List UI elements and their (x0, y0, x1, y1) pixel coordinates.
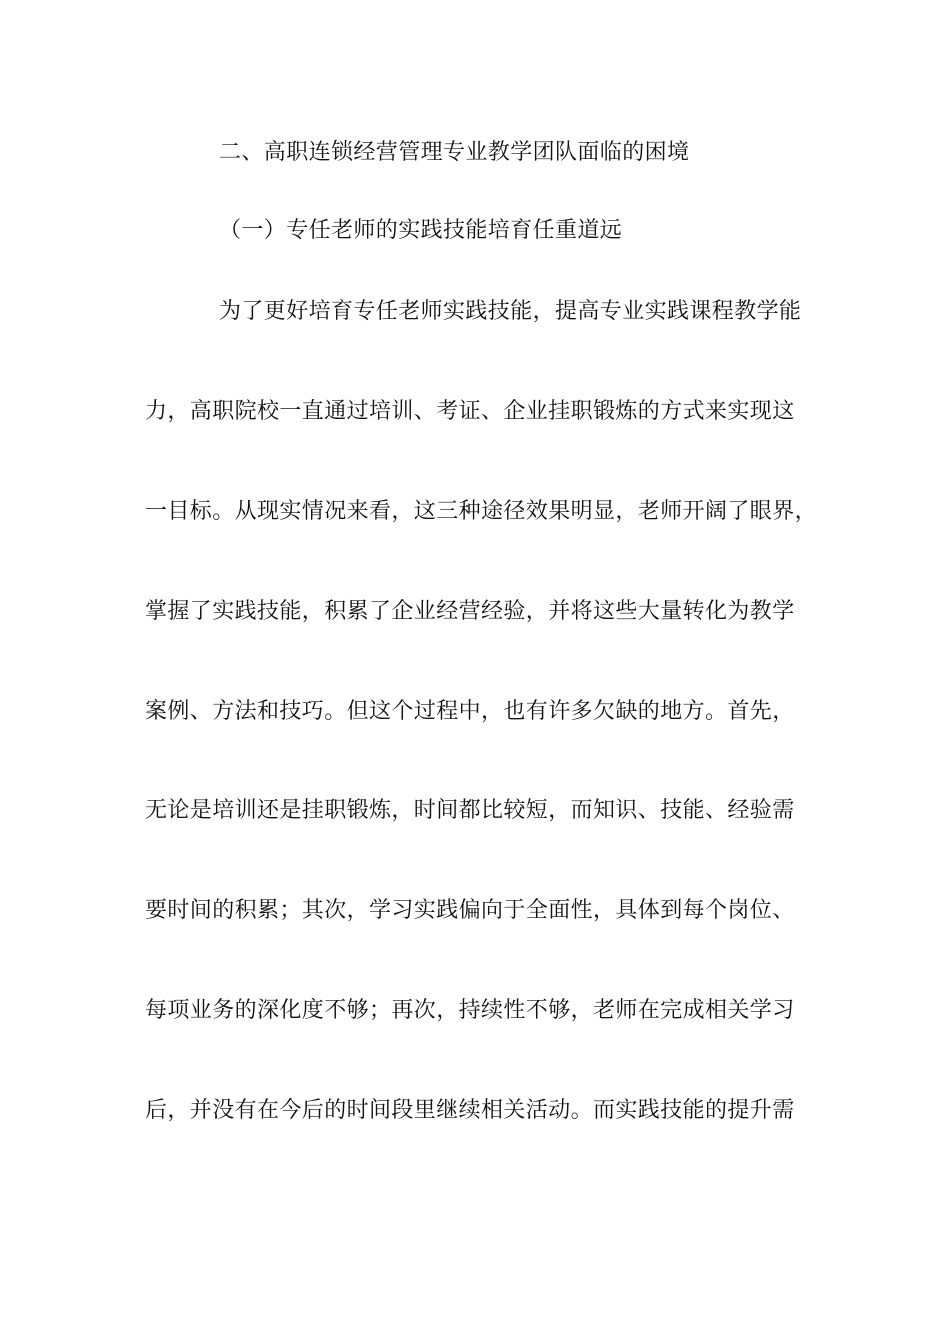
paragraph-line: 要时间的积累；其次，学习实践偏向于全面性，具体到每个岗位、 (145, 898, 795, 923)
paragraph-line: 为了更好培育专任老师实践技能，提高专业实践课程教学能 (219, 299, 802, 324)
paragraph-line: 掌握了实践技能，积累了企业经营经验，并将这些大量转化为教学 (145, 599, 795, 624)
paragraph-line: 后，并没有在今后的时间段里继续相关活动。而实践技能的提升需 (145, 1098, 795, 1123)
paragraph-line: 一目标。从现实情况来看，这三种途径效果明显，老师开阔了眼界， (145, 499, 818, 524)
subsection-heading: （一）专任老师的实践技能培育任重道远 (219, 218, 623, 243)
section-heading: 二、高职连锁经营管理专业教学团队面临的困境 (219, 140, 690, 165)
paragraph-line: 力，高职院校一直通过培训、考证、企业挂职锻炼的方式来实现这 (145, 399, 795, 424)
paragraph-line: 案例、方法和技巧。但这个过程中，也有许多欠缺的地方。首先， (145, 699, 795, 724)
paragraph-line: 无论是培训还是挂职锻炼，时间都比较短，而知识、技能、经验需 (145, 798, 795, 823)
paragraph-line: 每项业务的深化度不够；再次，持续性不够，老师在完成相关学习 (145, 998, 795, 1023)
